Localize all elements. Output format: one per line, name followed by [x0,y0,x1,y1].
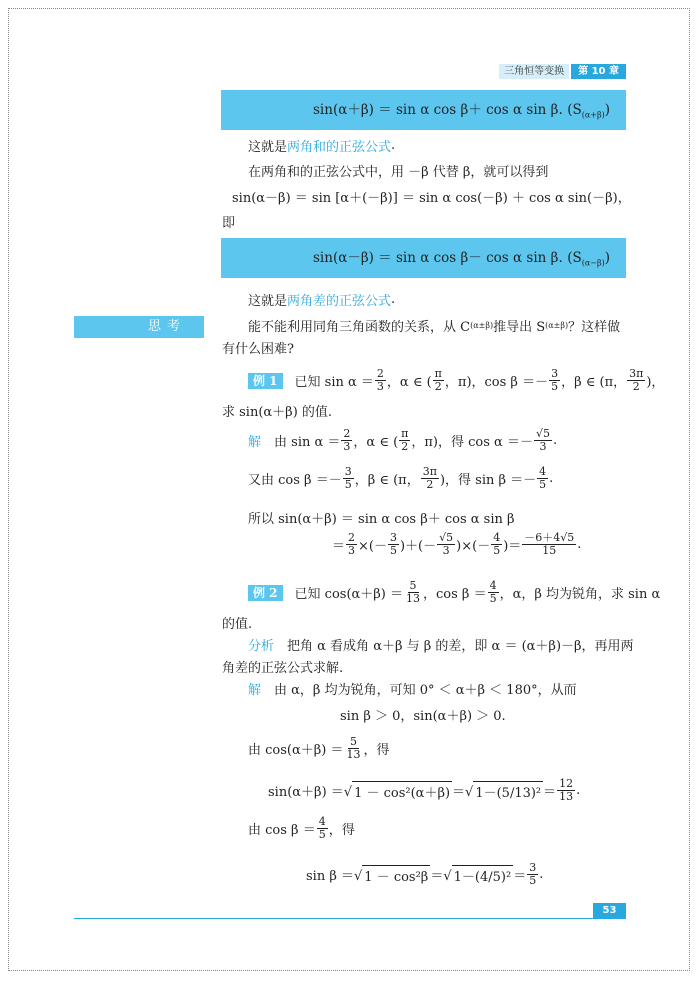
text-line [248,580,660,605]
text: ×(－ [358,539,387,554]
text-line [232,187,631,206]
formula-box-sine-sum [221,90,626,130]
text-line [248,508,515,527]
denominator: 5 [389,544,397,557]
text: (α±β) [470,321,494,330]
text: . [391,292,396,307]
text: )，得 sin β ＝－ [439,473,537,488]
text: )＋(－ [399,539,437,554]
text: . [549,471,554,486]
numerator: 3π [422,465,437,478]
denominator: 5 [551,380,559,393]
fraction [399,428,410,453]
fraction [437,532,455,557]
text: 有什么困难? [222,342,294,357]
text: 已知 cos(α＋β) ＝ [294,587,404,602]
text: 由 cos(α＋β) ＝ [248,743,344,758]
text-line [248,368,664,393]
text: ，α ∈ ( [386,375,432,390]
radicand: 1－(4/5)² [452,865,514,885]
fraction [317,816,328,841]
text-line [222,657,343,676]
text: 把角 α 看成角 α＋β 与 β 的差，即 α ＝ (α＋β)－β，再用两 [274,639,634,654]
denominator: 5 [529,874,537,887]
denominator: 5 [344,478,352,491]
fraction [346,532,357,557]
formula-tag: $(S_{(\alpha+\beta)})$ [567,102,610,120]
fraction [549,368,560,393]
numerator: －6＋4√5 [524,531,575,544]
numerator: 3 [344,465,352,478]
text-line [340,705,506,724]
text: . [391,138,396,153]
fraction [537,466,548,491]
denominator: 3 [376,380,384,393]
radicand: 1 － cos²(α＋β) [352,781,452,801]
text-line [222,212,235,231]
text: ，π)，得 cos α ＝－ [411,435,533,450]
fraction [522,532,576,557]
fraction [433,368,444,393]
text: ，β ∈ (π， [354,473,420,488]
example-badge: 例 1 [248,373,283,389]
text: 能不能利用同角三角函数的关系，从 C [248,320,471,335]
numerator: π [401,427,409,440]
highlight-term: 两角和的正弦公式 [287,140,392,155]
example-badge: 例 2 [248,585,283,601]
text: ＝√ [452,785,474,800]
text: sin β ＝√ [306,869,363,884]
text: ＝ [513,869,527,884]
numerator: 3 [551,367,559,380]
formula-box-sine-difference [221,238,626,278]
text-line [248,816,355,841]
fraction [627,368,645,393]
radicand: 1－(5/13)² [473,781,543,801]
text: 由 cos β ＝ [248,823,316,838]
numerator: 3 [389,531,397,544]
formula-tag: $(S_{(\alpha-\beta)})$ [567,250,610,268]
text: ？这样做 [568,320,621,335]
text: 所以 sin(α＋β) ＝ sin α cos β＋ cos α sin β [248,512,515,527]
highlight-term: 解 [248,683,262,698]
text: ，得 [328,823,355,838]
text-line [222,613,252,632]
denominator: 2 [426,478,434,491]
fraction [388,532,399,557]
text-line [248,466,553,491]
text-line [268,778,580,803]
denominator: 3 [442,544,450,557]
text: )＝ [503,539,522,554]
denominator: 5 [489,592,497,605]
denominator: 5 [318,828,326,841]
text: 这就是 [248,140,288,155]
denominator: 13 [406,592,421,605]
text: sin(α＋β) ＝√ [268,785,353,800]
text: 求 sin(α＋β) 的值. [222,405,333,420]
numerator: 5 [409,579,417,592]
highlight-term: 两角差的正弦公式 [287,294,392,309]
text-line [222,401,332,420]
chapter-label: 第 10 章 [571,64,626,79]
denominator: 5 [539,478,547,491]
denominator: 2 [632,380,640,393]
text: ，cos β ＝ [423,587,487,602]
text: ＝ [332,539,346,554]
formula: sin(α－β) ＝ sin α cos β－ cos α sin β. [313,250,563,266]
numerator: √5 [535,427,550,440]
numerator: √5 [439,531,454,544]
text: (α±β) [545,321,569,330]
text-line [306,862,543,887]
page-number: 53 [593,903,626,919]
text: sin(α－β) ＝ sin [α＋(－β)] ＝ sin α cos(－β) ＋ cos α sin(－β)， [232,191,631,206]
highlight-term: 解 [248,435,262,450]
formula: sin(α＋β) ＝ sin α cos β＋ cos α sin β. [313,102,563,118]
text-line [248,736,390,761]
denominator: 15 [542,544,557,557]
text: . [577,537,582,552]
text-line [248,316,620,335]
text: . [539,867,544,882]
fraction [341,428,352,453]
numerator: 2 [348,531,356,544]
fraction [404,580,422,605]
fraction [534,428,552,453]
text: 这就是 [248,294,288,309]
numerator: 2 [343,427,351,440]
text-line [248,290,395,309]
radicand: 1 － cos²β [362,865,430,885]
text-line [332,532,581,557]
text: 的值. [222,617,253,632]
fraction [421,466,439,491]
fraction [344,736,362,761]
text: 又由 cos β ＝－ [248,473,342,488]
text: 推导出 S [493,320,546,335]
numerator: 4 [493,531,501,544]
numerator: 4 [539,465,547,478]
fraction [488,580,499,605]
text: ，α ∈ ( [353,435,399,450]
denominator: 3 [539,440,547,453]
text-line [248,161,548,180]
fraction [557,778,575,803]
text: . [552,433,558,448]
fraction [343,466,354,491]
text: ，β ∈ (π， [561,375,627,390]
fraction [527,862,538,887]
fraction [375,368,386,393]
text: sin β ＞ 0，sin(α＋β) ＞ 0. [340,709,506,724]
text-line [248,428,557,453]
denominator: 5 [493,544,501,557]
section-title: 三角恒等变换 [499,64,569,79]
text: ，π)，cos β ＝－ [444,375,549,390]
text: )， [646,375,665,390]
highlight-term: 分析 [248,639,275,654]
numerator: 4 [489,579,497,592]
numerator: 5 [349,735,357,748]
text: . [576,783,581,798]
fraction [491,532,502,557]
text-line [248,635,634,654]
running-header [499,64,626,79]
numerator: 3 [529,861,537,874]
text: 即 [222,216,236,231]
text: ＝ [543,785,557,800]
numerator: 3π [629,367,644,380]
denominator: 3 [343,440,351,453]
footer-rule [74,918,626,919]
text: 由 α，β 均为锐角，可知 0° ＜ α＋β ＜ 180°，从而 [261,683,577,698]
think-sidebar-label: 思考 [74,316,204,338]
text: ，得 [363,743,390,758]
text: 在两角和的正弦公式中，用 －β 代替 β，就可以得到 [248,165,549,180]
numerator: π [434,367,442,380]
text-line [248,679,577,698]
text-line [248,136,395,155]
numerator: 4 [318,815,326,828]
denominator: 13 [559,790,574,803]
text: 角差的正弦公式求解. [222,661,344,676]
text: 由 sin α ＝ [261,435,341,450]
text: )×(－ [456,539,491,554]
denominator: 2 [434,380,442,393]
denominator: 2 [401,440,409,453]
text: ，α，β 均为锐角，求 sin α [499,587,661,602]
numerator: 12 [559,777,574,790]
text: ＝√ [430,869,452,884]
numerator: 2 [376,367,384,380]
denominator: 3 [348,544,356,557]
denominator: 13 [346,748,361,761]
text: 已知 sin α ＝ [294,375,374,390]
text-line [222,338,294,357]
